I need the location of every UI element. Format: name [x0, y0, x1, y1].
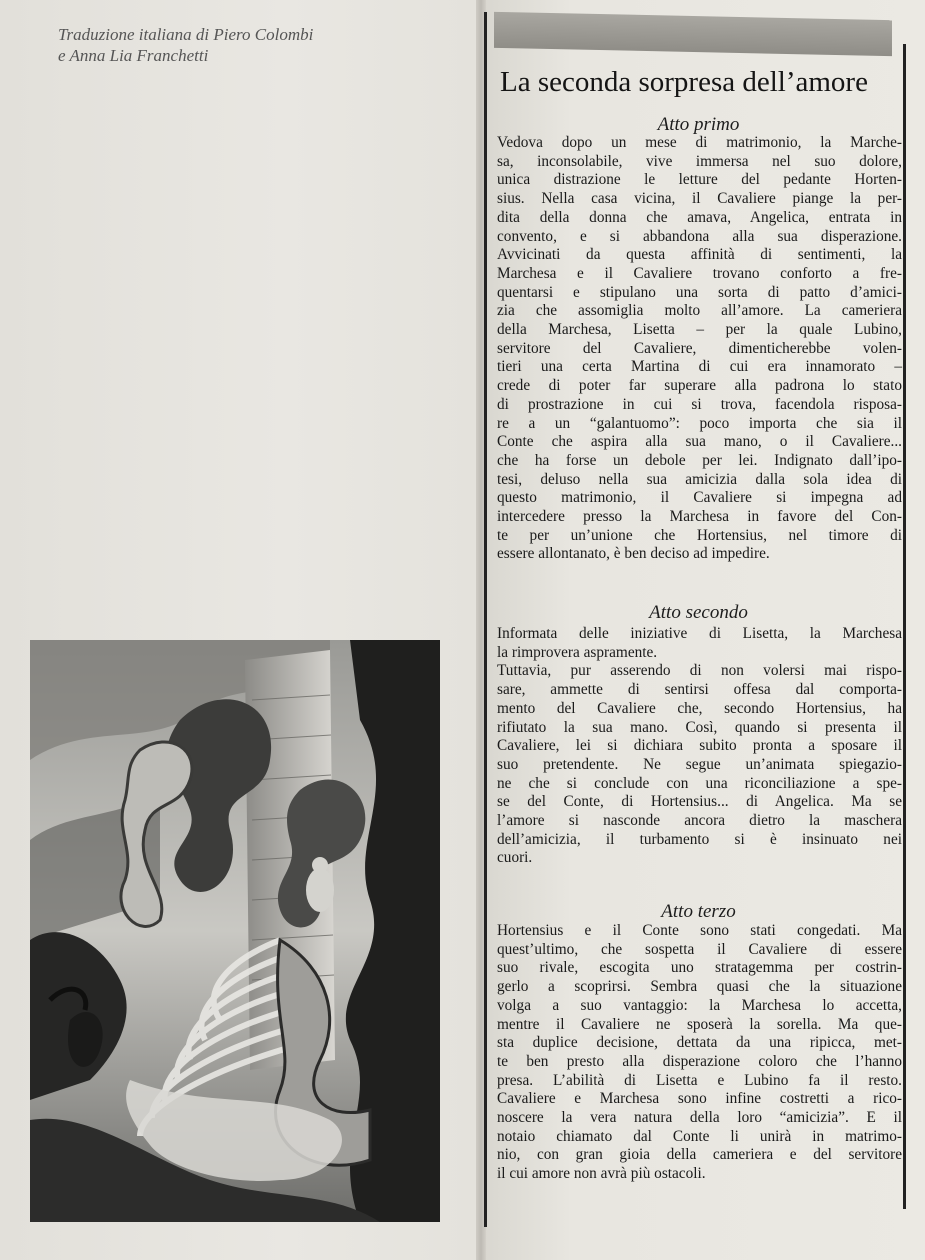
text-line: sta duplice decisione, dettata da una ripicca, met- [497, 1034, 902, 1052]
text-line: Vedova dopo un mese di matrimonio, la Marche- [497, 134, 902, 151]
text-line: il cui amore non avrà più ostacoli. [497, 1165, 706, 1183]
text-line: la rimprovera aspramente. [497, 643, 658, 661]
text-line: di prostrazione in cui si trova, facendola risposa- [497, 395, 902, 413]
text-line: questo matrimonio, il Cavaliere si impegna ad [497, 489, 902, 507]
text-line: Hortensius e il Conte sono stati congedati. Ma [497, 922, 902, 939]
act-title: Atto terzo [661, 901, 736, 922]
text-line: te ben presto alla disperazione coloro che l’hanno [497, 1052, 902, 1070]
text-line: quentarsi e stipulano una sorta di patto d’amici- [497, 283, 902, 301]
text-line: suo rivale, escogita uno stratagemma per costrin- [497, 959, 902, 977]
text-line: unica distrazione le letture del pedante Horten- [497, 171, 902, 189]
text-line: sa, inconsolabile, vive immersa nel suo dolore, [497, 152, 902, 170]
text-line: mentre il Cavaliere ne sposerà la sorella. Ma que- [497, 1015, 902, 1033]
text-line: Cavaliere, lei si dichiara subito pronta a sposare il [497, 737, 902, 755]
text-line: mento del Cavaliere che, secondo Hortensius, ha [497, 699, 902, 717]
text-line: dell’amicizia, il turbamento si è insinuato nei [497, 830, 902, 848]
credit-line: e Anna Lia Franchetti [58, 46, 209, 65]
text-line: suo pretendente. Ne segue un’animata spiegazio- [497, 755, 902, 773]
text-line: presa. L’abilità di Lisetta e Lubino fa il resto. [497, 1071, 902, 1089]
text-line: Conte che aspira alla sua mano, o il Cavaliere... [497, 433, 902, 451]
act-text-2 [497, 625, 902, 868]
engraving-image [30, 640, 440, 1222]
text-line: Informata delle iniziative di Lisetta, la Marchesa [497, 625, 902, 642]
right-column-rule [903, 44, 906, 1209]
text-line: te per un’unione che Hortensius, nel timore di [497, 526, 902, 544]
translation-credit [58, 24, 438, 66]
text-line: sius. Nella casa vicina, il Cavaliere piange la per- [497, 190, 902, 208]
text-line: tieri una certa Martina di cui era innamorato – [497, 358, 902, 376]
page-title: La seconda sorpresa dell’amore [500, 66, 868, 98]
text-line: rifiutato la sua mano. Così, quando si presenta il [497, 718, 902, 736]
text-line: volga a suo vantaggio: la Marchesa lo accetta, [497, 996, 902, 1014]
text-line: della Marchesa, Lisetta – per la quale Lubino, [497, 321, 902, 339]
text-line: tesi, deluso nella sua amicizia dalla sola idea di [497, 470, 902, 488]
text-line: re a un “galantuomo”: poco importa che sia il [497, 414, 902, 432]
text-line: Marchesa e il Cavaliere trovano conforto a fre- [497, 264, 902, 282]
text-line: nio, con gran gioia della cameriera e del servitore [497, 1146, 902, 1164]
text-line: quest’ultimo, che sospetta il Cavaliere di essere [497, 940, 902, 958]
text-line: Tuttavia, pur asserendo di non volersi mai rispo- [497, 662, 902, 680]
act-text-3 [497, 922, 902, 1184]
text-line: ne che si conclude con una riconciliazione a spe- [497, 774, 902, 792]
act-title: Atto primo [657, 114, 740, 135]
text-line: crede di poter far superare alla padrona lo stato [497, 377, 902, 395]
text-line: dita della donna che amava, Angelica, entrata in [497, 208, 902, 226]
text-line: servitore del Cavaliere, dimenticherebbe volen- [497, 339, 902, 357]
text-line: essere allontanato, è ben deciso ad impedire. [497, 545, 770, 563]
text-line: notaio chiamato dal Conte li unirà in matrimo- [497, 1127, 902, 1145]
text-line: zia che assomiglia molto all’amore. La cameriera [497, 302, 902, 320]
act-text-1 [497, 134, 902, 564]
rococo-engraving-illustration [30, 640, 440, 1222]
credit-line: Traduzione italiana di Piero Colombi [58, 25, 314, 44]
text-line: sare, ammette di sentirsi offesa dal comporta- [497, 681, 902, 699]
text-line: che ha forse un debole per lei. Indignato dall’ipo- [497, 451, 902, 469]
left-column-rule [484, 12, 487, 1227]
text-line: intercedere presso la Marchesa in favore del Con- [497, 508, 902, 526]
text-line: Avvicinati da questa affinità di sentimenti, la [497, 246, 902, 264]
text-line: se del Conte, di Hortensius... di Angelica. Ma se [497, 793, 902, 811]
text-line: l’amore si nasconde ancora dietro la maschera [497, 812, 902, 830]
text-line: cuori. [497, 849, 533, 867]
act-title: Atto secondo [649, 602, 748, 623]
text-line: Cavaliere e Marchesa sono infine costretti a rico- [497, 1090, 902, 1108]
text-line: convento, e si abbandona alla sua disperazione. [497, 227, 902, 245]
text-line: gerlo a scoprirsi. Sembra quasi che la situazione [497, 978, 902, 996]
text-line: noscere la vera natura della loro “amicizia”. E il [497, 1109, 902, 1127]
